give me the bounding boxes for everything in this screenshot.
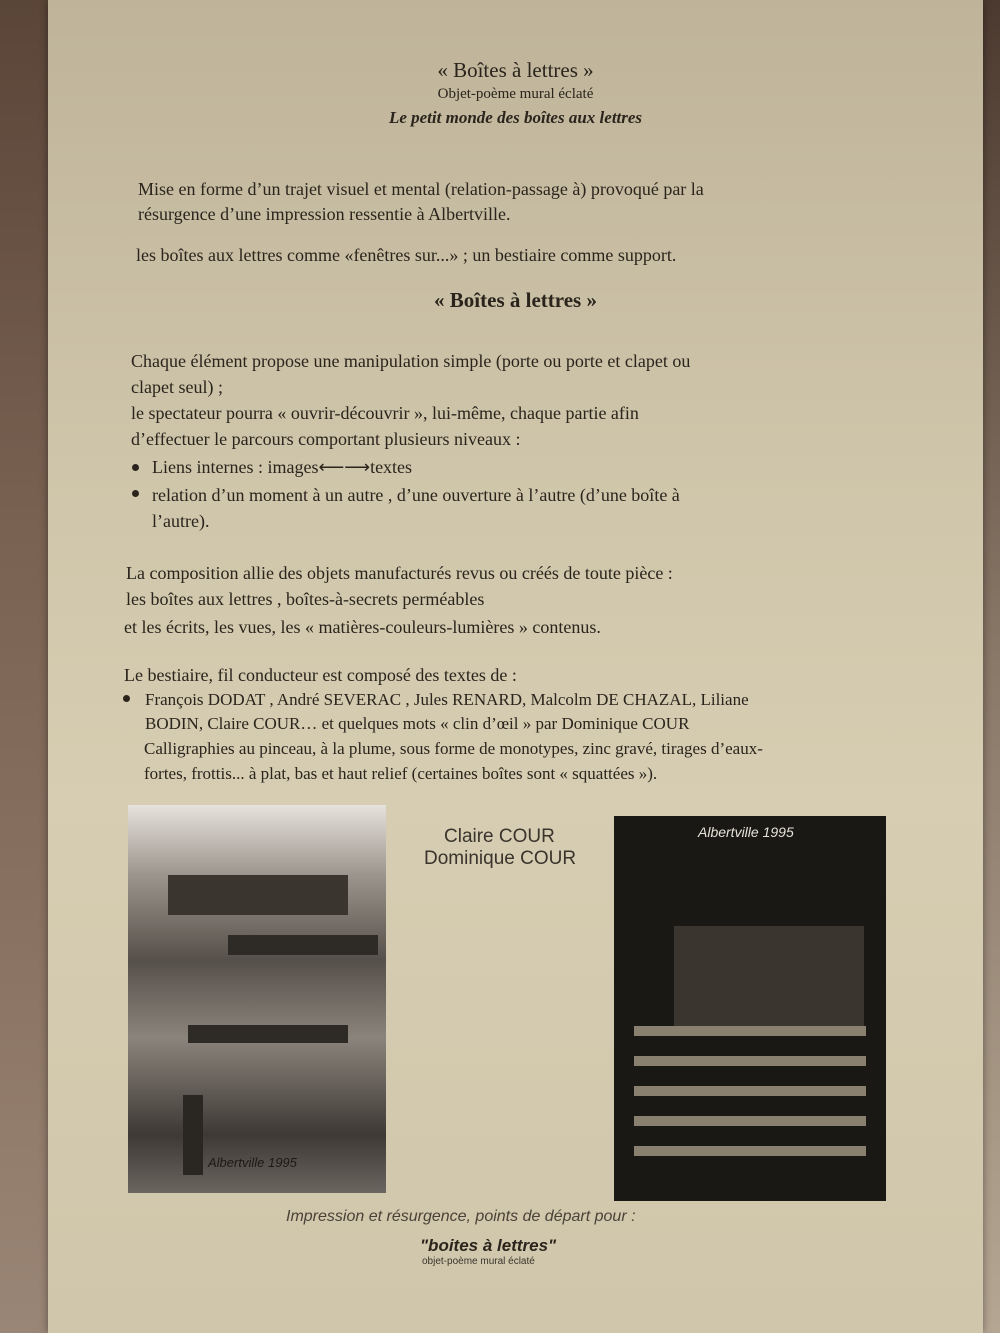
para1-bullet-2b: l’autre).	[152, 511, 210, 531]
para2-line-2: les boîtes aux lettres , boîtes-à-secrets perméables	[126, 589, 485, 609]
footer-line-3: objet-poème mural éclaté	[422, 1256, 535, 1267]
document-page	[48, 0, 983, 1333]
bullet-dot	[132, 490, 139, 497]
bullet-dot	[123, 695, 130, 702]
author-name-2: Dominique COUR	[424, 848, 577, 869]
document-subtitle: Objet-poème mural éclaté	[437, 86, 594, 102]
photo-right-caption: Albertville 1995	[698, 824, 794, 840]
photo-stairs	[614, 816, 886, 1201]
intro-line-2: résurgence d’une impression ressentie à Albertville.	[138, 204, 511, 224]
para1-line-4: d’effectuer le parcours comportant plusieurs niveaux :	[131, 429, 521, 449]
author-name-1: Claire COUR	[444, 826, 555, 847]
para3-line-1: Le bestiaire, fil conducteur est composé des textes de :	[124, 665, 517, 685]
photo-building	[128, 805, 386, 1193]
para3-line-3: fortes, frottis... à plat, bas et haut relief (certaines boîtes sont « squattées »).	[144, 764, 658, 783]
para1-line-1: Chaque élément propose une manipulation simple (porte ou porte et clapet ou	[131, 351, 691, 371]
para1-line-3: le spectateur pourra « ouvrir-découvrir », lui-même, chaque partie afin	[131, 403, 639, 423]
document-subtitle-italic: Le petit monde des boîtes aux lettres	[388, 108, 643, 127]
para2-line-1: La composition allie des objets manufacturés revus ou créés de toute pièce :	[126, 563, 673, 583]
document-title: « Boîtes à lettres »	[437, 58, 594, 82]
footer-line-2: "boites à lettres"	[420, 1236, 557, 1255]
photo-left-caption: Albertville 1995	[208, 1155, 297, 1170]
footer-line-1: Impression et résurgence, points de départ pour :	[286, 1208, 636, 1225]
para1-bullet-2a: relation d’un moment à un autre , d’une ouverture à l’autre (d’une boîte à	[152, 485, 680, 505]
para3-line-2: Calligraphies au pinceau, à la plume, sous forme de monotypes, zinc gravé, tirages d’eaux-	[144, 739, 763, 758]
bullet-dot	[132, 464, 139, 471]
para1-bullet-1: Liens internes : images⟵⟶textes	[152, 457, 413, 477]
para1-line-2: clapet seul) ;	[131, 377, 223, 397]
para2-line-3: et les écrits, les vues, les « matières-couleurs-lumières » contenus.	[124, 617, 601, 637]
section-title: « Boîtes à lettres »	[434, 288, 597, 312]
intro-line-1: Mise en forme d’un trajet visuel et mental (relation-passage à) provoqué par la	[138, 179, 704, 199]
intro-line-3: les boîtes aux lettres comme «fenêtres sur...» ; un bestiaire comme support.	[136, 245, 677, 265]
para3-bullet-1b: BODIN, Claire COUR… et quelques mots « clin d’œil » par Dominique COUR	[145, 714, 690, 733]
para3-bullet-1a: François DODAT , André SEVERAC , Jules RENARD, Malcolm DE CHAZAL, Liliane	[145, 690, 749, 709]
